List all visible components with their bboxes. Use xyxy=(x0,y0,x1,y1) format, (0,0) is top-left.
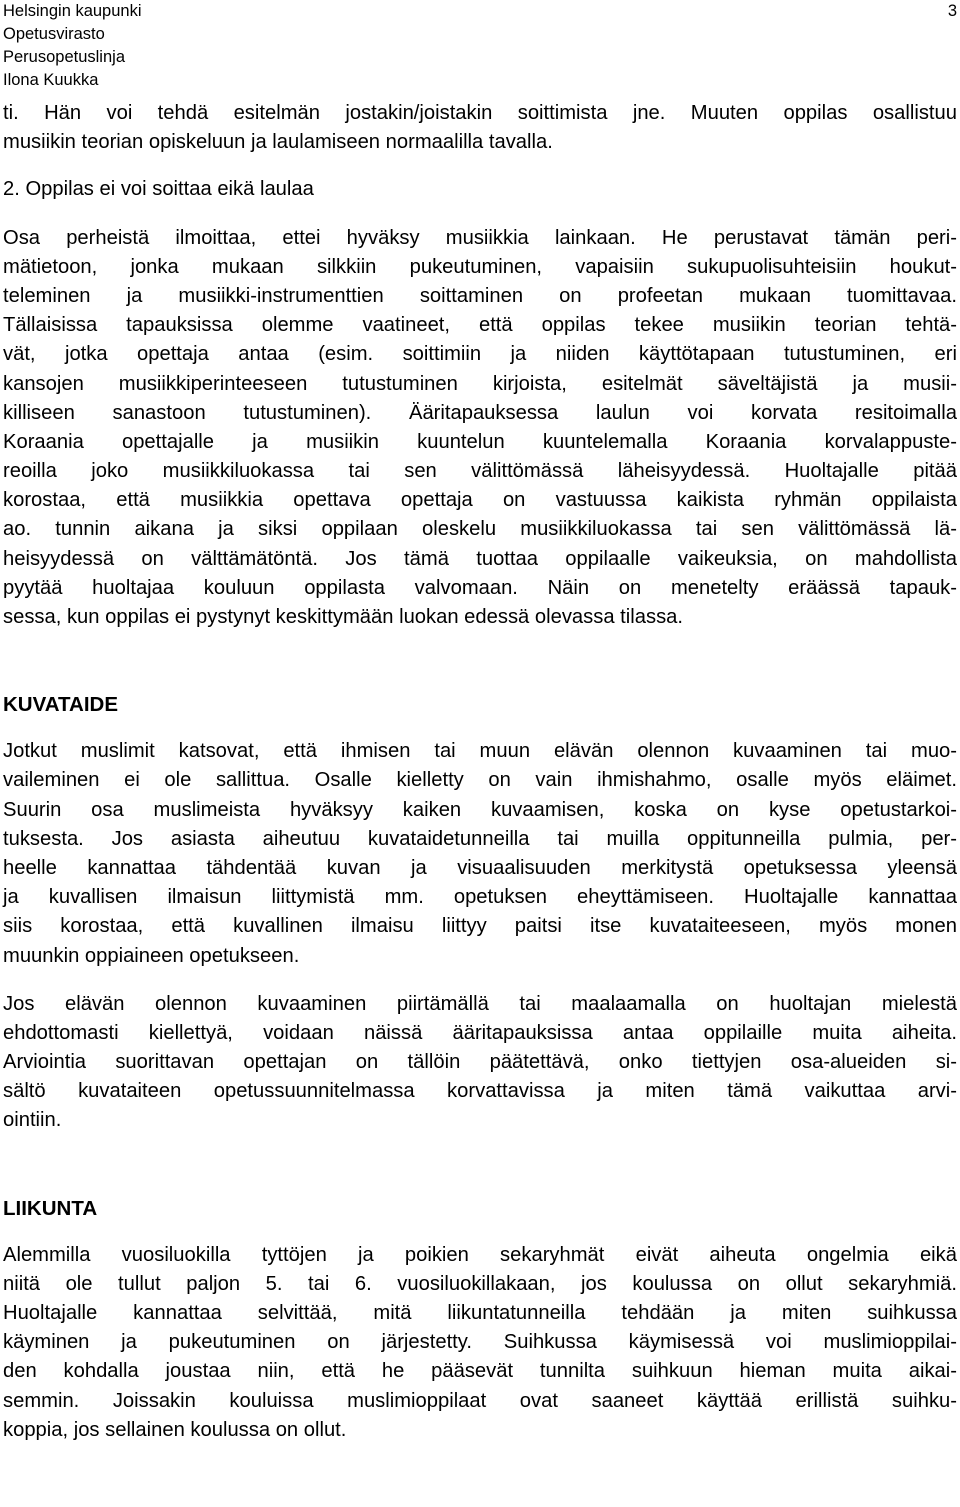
text-line: killiseen sanastoon tutustuminen). Ääritapauksessa laulun voi korvata resitoimalla xyxy=(3,401,957,424)
text-line: ao. tunnin aikana ja siksi oppilaan oleskelu musiikkiluokassa tai sen välittömässä lä- xyxy=(3,518,957,541)
page-header xyxy=(3,0,957,92)
text-line: ja kuvallisen ilmaisun liittymistä mm. opetuksen eheyttämiseen. Huoltajalle kannattaa xyxy=(3,886,957,909)
text-line: korostaa, että musiikkia opettava opettaja on vastuussa kaikista ryhmän oppilaista xyxy=(3,489,957,512)
text-line: Koraania opettajalle ja musiikin kuuntelun kuuntelemalla Koraania korvalappuste- xyxy=(3,430,957,453)
section-liikunta xyxy=(3,1194,957,1223)
section-heading: LIIKUNTA xyxy=(3,1196,98,1220)
text-line: sältö kuvataiteen opetussuunnitelmassa korvattavissa ja miten tämä vaikuttaa arvi- xyxy=(3,1080,957,1103)
text-line: vät, jotka opettaja antaa (esim. soittimiin ja niiden käyttötapaan tutustuminen, eri xyxy=(3,343,957,366)
text-line: tuksesta. Jos asiasta aiheutuu kuvataidetunneilla tai muilla oppitunneilla pulmia, per- xyxy=(3,827,957,850)
item2-paragraph xyxy=(3,224,957,633)
liikunta-paragraph-1 xyxy=(3,1241,957,1445)
text-line: Suurin osa muslimeista hyväksyy kaiken kuvaamisen, koska on kyse opetustarkoi- xyxy=(3,798,957,821)
text-line: den kohdalla joustaa niin, että he pääsevät tunnilta suihkuun hieman muita aikai- xyxy=(3,1360,957,1383)
header-department: Opetusvirasto xyxy=(3,25,105,43)
header-division: Perusopetuslinja xyxy=(3,48,125,66)
section-kuvataide xyxy=(3,690,957,719)
text-line: käyminen ja pukeutuminen on järjestetty. Suihkussa käymisessä voi muslimioppilai- xyxy=(3,1331,957,1354)
text-line: sessa, kun oppilas ei pystynyt keskittymään luokan edessä olevassa tilassa. xyxy=(3,606,683,628)
text-line: reoilla joko musiikkiluokassa tai sen välittömässä läheisyydessä. Huoltajalle pitää xyxy=(3,460,957,483)
numbered-item-heading: 2. Oppilas ei voi soittaa eikä laulaa xyxy=(3,178,314,201)
header-author: Ilona Kuukka xyxy=(3,71,99,89)
text-line: heisyydessä on välttämätöntä. Jos tämä tuottaa oppilaalle vaikeuksia, on mahdollista xyxy=(3,547,957,570)
kuvataide-paragraph-1 xyxy=(3,737,957,971)
section-heading: KUVATAIDE xyxy=(3,693,119,717)
text-line: ehdottomasti kiellettyä, voidaan näissä ääritapauksissa antaa oppilaille muita aiheita. xyxy=(3,1021,957,1044)
header-organization: Helsingin kaupunki xyxy=(3,2,142,20)
page-number: 3 xyxy=(947,2,957,20)
text-line: semmin. Joissakin kouluissa muslimioppilaat ovat saaneet käyttää erillistä suihku- xyxy=(3,1389,957,1412)
intro-paragraph xyxy=(3,99,957,157)
numbered-item-2 xyxy=(3,175,957,204)
text-line: ti. Hän voi tehdä esitelmän jostakin/joistakin soittimista jne. Muuten oppilas osallistuu xyxy=(3,102,957,124)
document-body xyxy=(3,99,957,1445)
kuvataide-paragraph-2 xyxy=(3,990,957,1136)
text-line: Jos elävän olennon kuvaaminen piirtämällä tai maalaamalla on huoltajan mielestä xyxy=(3,992,957,1015)
text-line: siis korostaa, että kuvallinen ilmaisu liittyy paitsi itse kuvataiteeseen, myös monen xyxy=(3,915,957,938)
text-line: koppia, jos sellainen koulussa on ollut. xyxy=(3,1418,347,1441)
text-line: kansojen musiikkiperinteeseen tutustuminen kirjoista, esitelmät säveltäjistä ja musii- xyxy=(3,372,957,395)
text-line: ointiin. xyxy=(3,1109,62,1132)
text-line: muunkin oppiaineen opetukseen. xyxy=(3,944,300,967)
text-line: Alemmilla vuosiluokilla tyttöjen ja poikien sekaryhmät eivät aiheuta ongelmia eikä xyxy=(3,1243,957,1266)
text-line: niitä ole tullut paljon 5. tai 6. vuosiluokillakaan, jos koulussa on ollut sekaryhmiä. xyxy=(3,1272,957,1295)
text-line: musiikin teorian opiskeluun ja laulamiseen normaalilla tavalla. xyxy=(3,131,553,154)
text-line: Tällaisissa tapauksissa olemme vaatineet, että oppilas tekee musiikin teorian tehtä- xyxy=(3,314,957,337)
text-line: pyytää huoltajaa kouluun oppilasta valvomaan. Näin on menetelty eräässä tapauk- xyxy=(3,576,957,599)
text-line: Arviointia suorittavan opettajan on tällöin päätettävä, onko tiettyjen osa-alueiden si- xyxy=(3,1051,957,1074)
text-line: heelle kannattaa tähdentää kuvan ja visuaalisuuden merkitystä opetuksessa yleensä xyxy=(3,856,957,879)
text-line: teleminen ja musiikki-instrumenttien soittaminen on profeetan mukaan tuomittavaa. xyxy=(3,284,957,307)
text-line: mätietoon, jonka mukaan silkkiin pukeutuminen, vapaisiin sukupuolisuhteisiin houkut- xyxy=(3,255,957,278)
text-line: Jotkut muslimit katsovat, että ihmisen tai muun elävän olennon kuvaaminen tai muo- xyxy=(3,740,957,763)
text-line: Huoltajalle kannattaa selvittää, mitä liikuntatunneilla tehdään ja miten suihkussa xyxy=(3,1302,957,1324)
text-line: Osa perheistä ilmoittaa, ettei hyväksy musiikkia lainkaan. He perustavat tämän peri- xyxy=(3,226,957,249)
text-line: vaileminen ei ole sallittua. Osalle kielletty on vain ihmishahmo, osalle myös eläimet. xyxy=(3,769,957,792)
document-page xyxy=(3,0,957,1441)
